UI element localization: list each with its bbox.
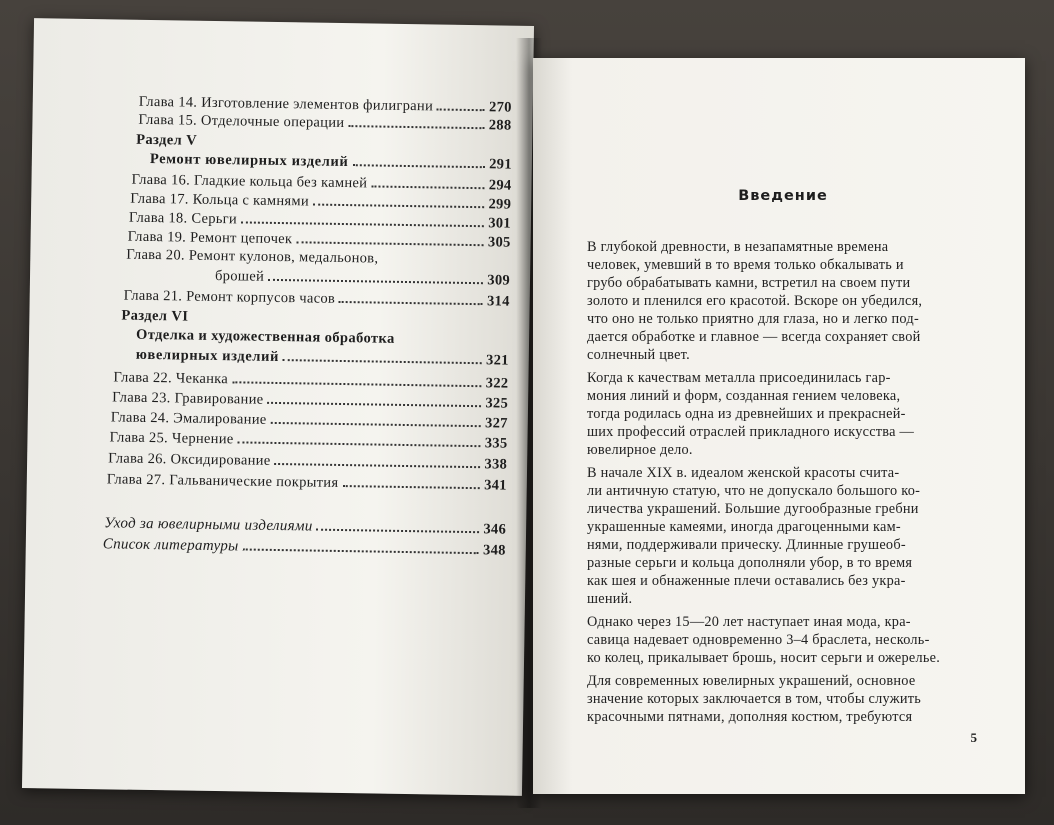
toc-entry-title: ювелирных изделий <box>135 346 280 366</box>
leader-dots <box>241 209 484 227</box>
toc-entry-title: Глава 24. Эмалирование <box>110 409 267 428</box>
toc-entry-title: Глава 27. Гальванические покрытия <box>106 471 339 491</box>
toc-entry-page: 327 <box>484 415 508 432</box>
section-heading: Раздел VI <box>121 307 189 325</box>
text-line: человек, умевший в то время только обкалывать и <box>587 257 904 273</box>
text-line: нями, поддерживали прическу. Длинные грушеоб- <box>587 537 906 553</box>
leader-dots <box>268 267 483 284</box>
toc-entry-page: 348 <box>482 542 506 559</box>
leader-dots <box>313 192 485 209</box>
toc-entry-page: 291 <box>489 156 512 173</box>
toc-entry-page: 301 <box>488 215 512 232</box>
toc-entry-page: 288 <box>488 117 512 134</box>
toc-entry-title: Ремонт ювелирных изделий <box>149 150 349 171</box>
toc-entry-title: Уход за ювелирными изделиями <box>104 515 313 535</box>
leader-dots <box>437 96 485 111</box>
toc-entry-title: Глава 21. Ремонт корпусов часов <box>123 287 336 307</box>
toc-entry-page: 309 <box>487 272 511 289</box>
left-page <box>22 18 534 796</box>
leader-dots <box>274 451 480 468</box>
toc-entry-page: 321 <box>485 352 509 369</box>
text-line: разные серьги и кольца дополняли убор, в то время <box>587 555 913 571</box>
leader-dots <box>271 410 482 427</box>
leader-dots <box>317 517 480 534</box>
toc-entry-page: 299 <box>488 196 512 213</box>
leader-dots <box>342 473 480 489</box>
text-line: личества украшений. Большие дугообразные гребни <box>587 501 919 517</box>
leader-dots <box>267 390 481 407</box>
toc-entry-page: 341 <box>484 477 507 494</box>
text-line: шений. <box>587 591 633 607</box>
toc-entry-title: Список литературы <box>102 536 239 555</box>
section-heading: Раздел V <box>136 131 198 149</box>
toc-entry-title: Глава 25. Чернение <box>109 429 234 448</box>
toc-entry-title: Глава 22. Чеканка <box>113 369 229 388</box>
text-line: савица надевает одновременно 3–4 браслета, несколь- <box>587 632 930 648</box>
toc-entry-title: Глава 19. Ремонт цепочек <box>127 228 293 248</box>
toc-entry-page: 325 <box>485 395 509 412</box>
right-page <box>533 58 1025 794</box>
toc-entry-title: Глава 20. Ремонт кулонов, медальонов, <box>126 246 379 267</box>
toc-entry-title: Глава 16. Гладкие кольца без камней <box>131 171 368 192</box>
leader-dots <box>371 173 485 189</box>
text-line: солнечный цвет. <box>587 347 690 363</box>
toc-section-entry <box>136 345 509 370</box>
text-line: как шея и обнаженные плечи оставались без укра- <box>587 573 906 589</box>
chapter-title: Введение <box>738 188 828 204</box>
text-line: В начале XIX в. идеалом женской красоты счита- <box>587 465 900 481</box>
text-line: значение которых заключается в том, чтобы служить <box>587 691 921 707</box>
text-line: В глубокой древности, в незапамятные времена <box>587 239 889 255</box>
text-line: украшенные камеями, иногда драгоценными кам- <box>587 519 901 535</box>
toc-entry-title: Глава 26. Оксидирование <box>108 450 271 469</box>
toc-entry <box>215 266 510 290</box>
text-line: ко колец, прикалывает брошь, носит серьги и ожерелье. <box>587 650 941 666</box>
text-line: грубо обрабатывать камни, встретил на своем пути <box>587 275 911 291</box>
page-number: 5 <box>970 730 977 745</box>
toc-entry-page: 294 <box>488 177 512 194</box>
toc-entry-page: 335 <box>484 435 508 452</box>
toc-entry-title: Глава 23. Гравирование <box>112 389 264 408</box>
toc-entry-title: брошей <box>214 267 265 285</box>
leader-dots <box>243 536 480 554</box>
toc-entry-title: Глава 17. Кольца с камнями <box>130 190 310 210</box>
text-line: ювелирное дело. <box>587 442 693 458</box>
leader-dots <box>283 347 482 364</box>
leader-dots <box>232 369 482 387</box>
text-line: тогда родилась одна из древнейших и прекрасней- <box>587 406 906 422</box>
leader-dots <box>296 229 484 246</box>
toc-entry-title: Глава 18. Серьги <box>128 209 238 228</box>
toc-entry-page: 322 <box>485 375 509 392</box>
toc-entry <box>107 469 507 494</box>
text-line: что оно не только приятно для глаза, но и легко под- <box>587 311 919 327</box>
toc-entry-page: 338 <box>484 456 508 473</box>
toc-entry-page: 270 <box>488 99 512 116</box>
text-line: мония линий и форм, созданная гением человека, <box>587 388 901 404</box>
text-line: золото и пленился его красотой. Вскоре он убедился, <box>587 293 923 309</box>
table-of-contents <box>22 18 534 796</box>
leader-dots <box>238 429 481 447</box>
body-text <box>587 238 975 726</box>
toc-appendix-entry <box>103 534 506 559</box>
text-line: Однако через 15—20 лет наступает иная мода, кра- <box>587 614 911 630</box>
text-line: Когда к качествам металла присоединилась гар- <box>587 370 891 386</box>
leader-dots <box>352 152 485 168</box>
text-line: дается обработке и главное — всегда сохраняет свой <box>587 329 921 345</box>
section-heading: Отделка и художественная обработка <box>135 326 395 347</box>
leader-dots <box>348 113 485 129</box>
toc-entry-title: Глава 15. Отделочные операции <box>138 111 345 132</box>
toc-entry-title: Глава 14. Изготовление элементов филиграни <box>138 93 434 115</box>
text-line: красочными пятнами, дополняя костюм, требуются <box>587 709 913 725</box>
toc-entry-page: 314 <box>486 293 510 310</box>
text-line: Для современных ювелирных украшений, основное <box>587 673 916 689</box>
text-line: ших профессий отраслей прикладного искусства — <box>587 424 915 440</box>
toc-entry-page: 305 <box>487 234 511 251</box>
text-line: ли античную статую, что не допускало большого ко- <box>587 483 921 499</box>
toc-entry-page: 346 <box>483 521 507 538</box>
leader-dots <box>339 289 483 305</box>
